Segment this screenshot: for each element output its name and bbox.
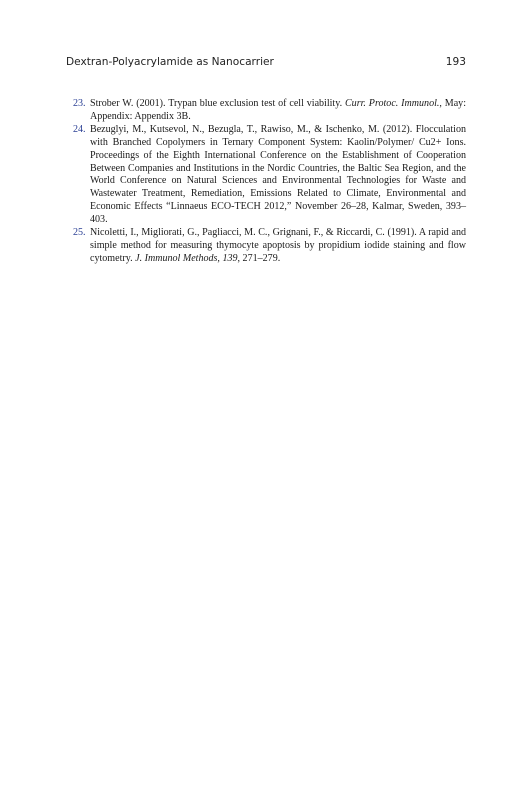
reference-text-segment: , 271–279. <box>237 252 281 264</box>
running-title: Dextran-Polyacrylamide as Nanocarrier <box>66 56 274 68</box>
reference-item <box>66 98 466 124</box>
reference-text-segment: Bezuglyi, M., Kutsevol, N., Bezugla, T., Rawiso, M., & Ischenko, M. (2012). Flocculation with Branched Copolymers in Ternary Component System: Kaolin/Polymer/ Cu2+ Ions. Proceedings of the Eighth International Conference on the Establishment of Cooperation Between Companies and Institutions in the Nordic Countries, the Baltic Sea Region, and the World Conference on Natural Sciences and Environmental Technologies for Waste and Wastewater Treatment, Remediation, Emissions Related to Climate, Environmental and Economic Effects “Linnaeus ECO-TECH 2012,” November 26–28, Kalmar, Sweden, 393–403. <box>90 123 466 226</box>
reference-item <box>66 227 466 266</box>
reference-text-segment: Strober W. (2001). Trypan blue exclusion test of cell viability. <box>90 98 345 109</box>
journal-title: Curr. Protoc. Immunol. <box>344 98 440 109</box>
reference-number: 24. <box>73 123 86 135</box>
reference-text <box>90 98 466 124</box>
reference-text-segment: Nicoletti, I., Migliorati, G., Pagliacci, M. C., Grignani, F., & Riccardi, C. (1991). A rapid and simple method for measuring thymocyte apoptosis by propidium iodide staining and flow cytometry. <box>90 227 466 264</box>
reference-text <box>90 227 466 266</box>
reference-number: 25. <box>73 227 86 239</box>
reference-item <box>66 124 466 227</box>
reference-list <box>66 98 466 266</box>
page-number: 193 <box>445 56 466 68</box>
reference-number: 23. <box>73 98 86 109</box>
running-head <box>66 56 466 72</box>
journal-title: J. Immunol Methods, 139 <box>135 252 238 264</box>
reference-text <box>90 124 466 227</box>
reference-text-segment: , May: Appendix: Appendix 3B. <box>90 98 467 122</box>
